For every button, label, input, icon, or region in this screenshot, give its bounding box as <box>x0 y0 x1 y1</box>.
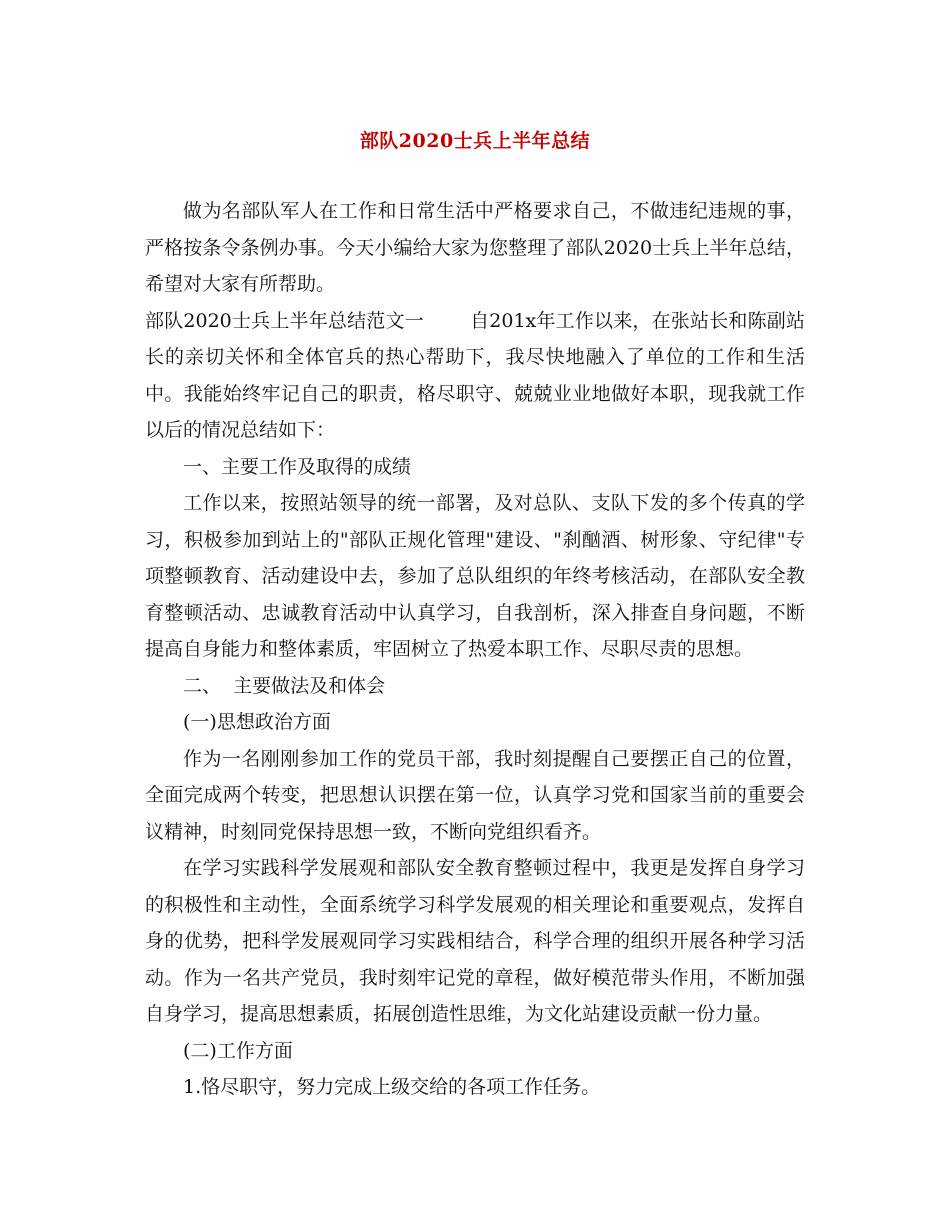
heading-2: 二、 主要做法及和体会 <box>183 674 386 697</box>
paragraph-1: 自201x年工作以来，在张站长和陈副站长的亲切关怀和全体官兵的热心帮助下，我尽快地融入了单位的工作和生活中。我能始终牢记自己的职责，格尽职守、兢兢业业地做好本职，现我就工作以后的情况总结如下： <box>145 309 805 441</box>
list-item-1: 1.恪尽职守，努力完成上级交给的各项工作任务。 <box>183 1076 601 1098</box>
subtitle-paragraph <box>145 303 805 449</box>
paragraph-4: 在学习实践科学发展观和部队安全教育整顿过程中，我更是发挥自身学习的积极性和主动性，全面系统学习科学发展观的相关理论和重要观点，发挥自身的优势，把科学发展观同学习实践相结合，科学合理的组织开展各种学习活动。作为一名共产党员，我时刻牢记党的章程，做好模范带头作用，不断加强自身学习，提高思想素质，拓展创造性思维，为文化站建设贡献一份力量。 <box>145 857 805 1025</box>
paragraph-3: 作为一名刚刚参加工作的党员干部，我时刻提醒自己要摆正自己的位置，全面完成两个转变，把思想认识摆在第一位，认真学习党和国家当前的重要会议精神，时刻同党保持思想一致，不断向党组织看齐。 <box>145 747 805 843</box>
section-subtitle: 部队2020士兵上半年总结范文一 <box>145 309 424 332</box>
paragraph-2: 工作以来，按照站领导的统一部署，及对总队、支队下发的多个传真的学习，积极参加到站上的"部队正规化管理"建设、"刹酗酒、树形象、守纪律"专项整顿教育、活动建设中去，参加了总队组织的年终考核活动，在部队安全教育整顿活动、忠诚教育活动中认真学习，自我剖析，深入排查自身问题，不断提高自身能力和整体素质，牢固树立了热爱本职工作、尽职尽责的思想。 <box>145 492 805 660</box>
document-body <box>145 193 805 1106</box>
heading-1: 一、主要工作及取得的成绩 <box>183 455 412 478</box>
document-title: 部队2020士兵上半年总结 <box>359 130 591 152</box>
heading-2b: (二)工作方面 <box>183 1039 293 1062</box>
intro-paragraph: 做为名部队军人在工作和日常生活中严格要求自己，不做违纪违规的事，严格按条令条例办事。今天小编给大家为您整理了部队2020士兵上半年总结，希望对大家有所帮助。 <box>145 200 805 295</box>
heading-2a: (一)思想政治方面 <box>183 711 331 733</box>
